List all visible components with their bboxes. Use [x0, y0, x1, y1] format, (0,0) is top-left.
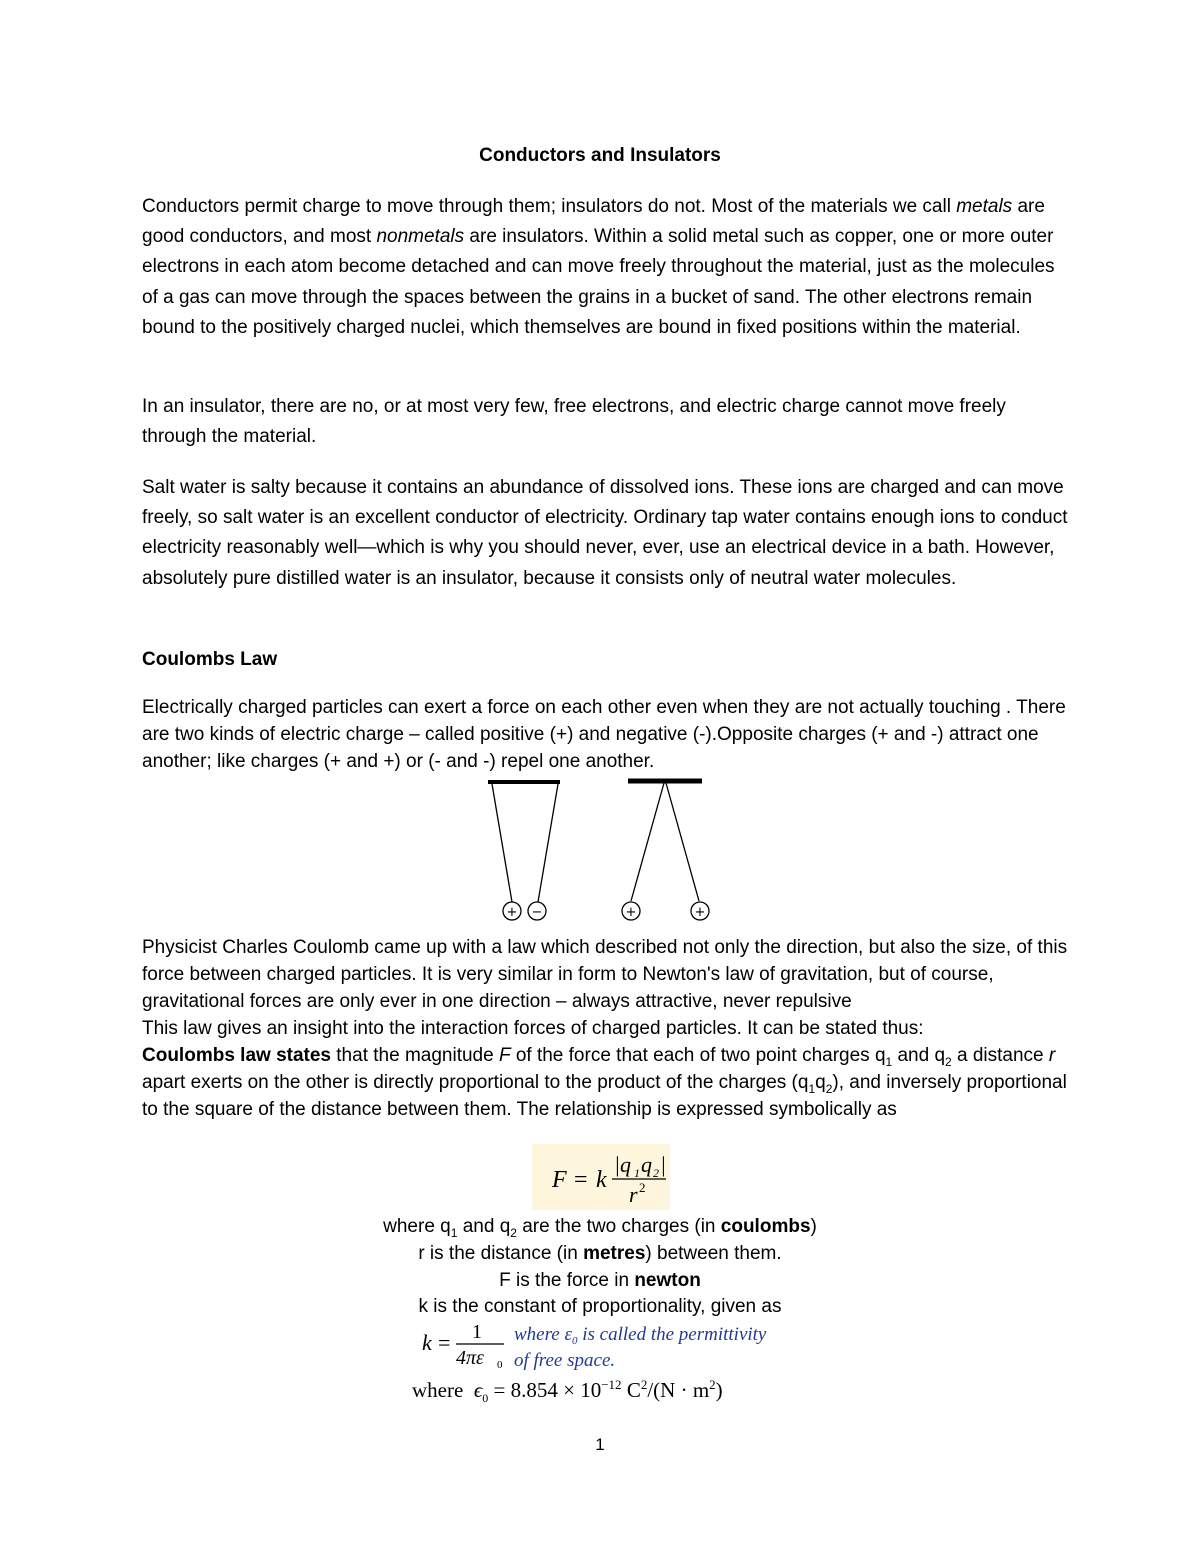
- formula-numerator-q2: q: [641, 1152, 652, 1177]
- superscript: 2: [709, 1377, 716, 1392]
- text-run: where: [412, 1378, 464, 1402]
- italic-F: F: [498, 1045, 511, 1066]
- where-force: [0, 1267, 1200, 1294]
- k-denominator: 4πε: [456, 1347, 484, 1369]
- text-run: are the two charges (in: [516, 1216, 721, 1237]
- text-run: (N · m: [653, 1378, 710, 1402]
- bold-law-lead: Coulombs law states: [142, 1045, 331, 1066]
- paragraph-charged-particles: Electrically charged particles can exert a force on each other even when they are not actually touching . There are two kinds of electric charge – called positive (+) and negative (-).Opposite charges (+ and -) attract one another; like charges (+ and +) or (- and -) repel one another.: [142, 697, 1066, 772]
- subscript: 2: [825, 1081, 833, 1096]
- formula-numerator-close: |: [660, 1152, 667, 1177]
- text-run: q: [815, 1072, 826, 1093]
- text-run: where q: [383, 1216, 451, 1237]
- k-numerator: 1: [472, 1321, 482, 1343]
- italic-r: r: [1048, 1045, 1056, 1066]
- k-formula: [412, 1318, 792, 1375]
- superscript: −12: [601, 1377, 622, 1392]
- text-run: of the force that each of two point charges q: [510, 1045, 886, 1066]
- charge-sign: −: [531, 905, 543, 920]
- text-run: C: [626, 1378, 641, 1402]
- formula-numerator-open: |q: [614, 1152, 632, 1177]
- paragraph-salt-water: Salt water is salty because it contains an abundance of dissolved ions. These ions are charged and can move freely, so salt water is an excellent conductor of electricity. Ordinary tap water contains enough ions to conduct electricity reasonably well—which is why you should never, ever, use an electrical device in a bath. However, absolutely pure distilled water is an insulator, because it consists only of neutral water molecules.: [142, 477, 1068, 589]
- text-run: ): [715, 1378, 723, 1402]
- subscript: 0: [482, 1391, 489, 1406]
- text-run: F is the force in: [499, 1270, 635, 1291]
- paragraph-law-insight: This law gives an insight into the interaction forces of charged particles. It can be stated thus:: [142, 1018, 924, 1039]
- permittivity-note-2: of free space.: [514, 1350, 616, 1370]
- section-heading-coulombs-law: Coulombs Law: [142, 649, 278, 670]
- text-run: ), and inversely proportional to the square of the distance between them. The relationship is expressed symbolically as: [142, 1072, 1067, 1120]
- subscript: 2: [510, 1225, 517, 1240]
- text-run: =: [493, 1378, 506, 1402]
- text-run: ) between them.: [645, 1243, 782, 1264]
- text-run: that the magnitude: [331, 1045, 499, 1066]
- subscript: 1: [450, 1225, 458, 1240]
- text-run: ): [810, 1216, 817, 1237]
- epsilon-value: [412, 1370, 723, 1405]
- formula-k: k: [596, 1167, 607, 1193]
- where-distance: [0, 1240, 1200, 1267]
- italic-nonmetals: nonmetals: [376, 226, 465, 248]
- where-constant: k is the constant of proportionality, given as: [418, 1296, 782, 1317]
- paragraph-conductors: [142, 192, 1072, 343]
- charge-sign: +: [506, 905, 518, 920]
- charge-sign: +: [694, 905, 706, 920]
- text-run: and q: [892, 1045, 946, 1066]
- k-equals: =: [438, 1330, 451, 1355]
- right-thread-2: [666, 783, 699, 901]
- text-run: 10: [580, 1378, 602, 1402]
- formula-equals: =: [574, 1167, 588, 1193]
- paragraph-law-statement: [142, 1042, 1072, 1123]
- subscript: 2: [945, 1054, 952, 1069]
- text-run: /: [647, 1378, 654, 1402]
- epsilon-symbol: ϵ: [473, 1378, 483, 1402]
- coulomb-formula-svg: [532, 1144, 670, 1210]
- k-formula-svg: [412, 1318, 792, 1370]
- paragraph-coulomb-history: Physicist Charles Coulomb came up with a law which described not only the direction, but also the size, of this force between charged particles. It is very similar in form to Newton's law of gravitation, but of course, gravitational forces are only ever in one direction – always attractive, never repulsive: [142, 937, 1068, 1012]
- formula-numerator-sub2: 2: [653, 1166, 659, 1180]
- subscript: 1: [885, 1054, 893, 1069]
- pith-balls-illustration: [480, 774, 720, 924]
- text-run: 8.854: [510, 1378, 558, 1402]
- formula-exponent: 2: [639, 1180, 646, 1195]
- text-run: ×: [563, 1378, 575, 1402]
- k-denominator-sub: 0: [497, 1359, 503, 1370]
- bold-metres: metres: [583, 1243, 646, 1264]
- formula-numerator-sub1: 1: [634, 1166, 640, 1180]
- formula-denominator: r: [629, 1182, 638, 1207]
- page-number: 1: [595, 1435, 605, 1454]
- permittivity-note-1: where $\varepsilon_0$ is called the permittivity: [514, 1324, 767, 1347]
- left-thread-2: [538, 784, 558, 902]
- text-run: a distance: [951, 1045, 1049, 1066]
- text-run: Conductors permit charge to move through them; insulators do not. Most of the materials we call: [142, 196, 957, 217]
- bold-newton: newton: [634, 1270, 701, 1291]
- text-run: are good conductors, and most: [142, 196, 1045, 248]
- superscript: 2: [640, 1377, 648, 1392]
- where-charges: [0, 1213, 1200, 1240]
- text-run: r is the distance (in: [418, 1243, 584, 1264]
- coulomb-formula: [532, 1144, 670, 1210]
- text-run: and q: [457, 1216, 511, 1237]
- k-symbol: k: [422, 1330, 432, 1355]
- text-run: are insulators. Within a solid metal such as copper, one or more outer electrons in each atom become detached and can move freely throughout the material, just as the molecules of a gas can move through the spaces between the grains in a bucket of sand. The other electrons remain bound to the positively charged nuclei, which themselves are bound in fixed positions within the material.: [142, 226, 1055, 338]
- text-run: apart exerts on the other is directly proportional to the product of the charges (q: [142, 1072, 809, 1093]
- formula-F: F: [552, 1167, 567, 1193]
- paragraph-insulators: In an insulator, there are no, or at most very few, free electrons, and electric charge cannot move freely through the material.: [142, 396, 1006, 448]
- left-thread-1: [492, 784, 512, 902]
- bold-coulombs: coulombs: [720, 1216, 811, 1237]
- subscript: 1: [808, 1081, 816, 1096]
- right-thread-1: [631, 783, 664, 901]
- page-title: Conductors and Insulators: [479, 145, 721, 166]
- charge-sign: +: [625, 905, 637, 920]
- italic-metals: metals: [956, 196, 1013, 217]
- charge-diagram: [480, 774, 720, 929]
